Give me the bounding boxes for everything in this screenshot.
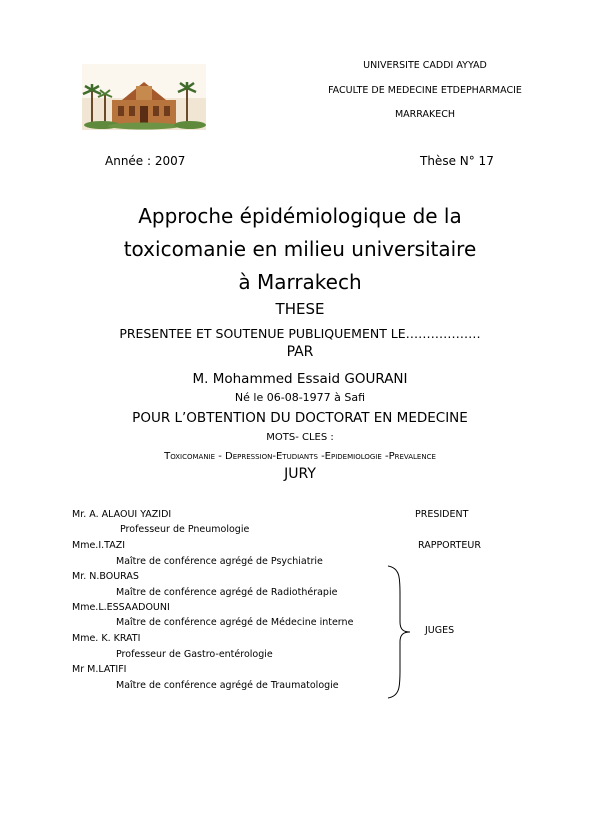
jury-member-title: Professeur de Pneumologie bbox=[120, 524, 250, 535]
presented-line: PRESENTEE ET SOUTENUE PUBLIQUEMENT LE……………… bbox=[119, 326, 481, 341]
jury-member-name: Mme. K. KRATI bbox=[72, 633, 141, 644]
obtention-line: POUR L’OBTENTION DU DOCTORAT EN MEDECINE bbox=[132, 410, 468, 426]
judges-label: JUGES bbox=[425, 625, 455, 636]
par-label: PAR bbox=[286, 344, 314, 360]
city-name: MARRAKECH bbox=[394, 109, 456, 120]
jury-heading: JURY bbox=[284, 466, 316, 482]
thesis-title-line-3: à Marrakech bbox=[238, 270, 362, 294]
keywords-label: MOTS- CLES : bbox=[266, 432, 334, 443]
jury-member-title: Maître de conférence agrégé de Médecine interne bbox=[116, 617, 354, 628]
faculty-building-logo bbox=[82, 64, 206, 130]
these-label: THESE bbox=[275, 300, 325, 318]
university-name: UNIVERSITE CADDI AYYAD bbox=[363, 60, 487, 71]
thesis-number: Thèse N° 17 bbox=[420, 154, 494, 168]
jury-role-rapporteur: RAPPORTEUR bbox=[418, 540, 481, 551]
keywords-list: Toxicomanie - Depression-Etudiants -Epidemiologie -Prevalence bbox=[164, 451, 436, 462]
thesis-title-line-1: Approche épidémiologique de la bbox=[138, 204, 462, 228]
jury-member-title: Professeur de Gastro-entérologie bbox=[116, 649, 273, 660]
jury-member-name: Mme.L.ESSAADOUNI bbox=[72, 602, 170, 613]
faculty-name: FACULTE DE MEDECINE ETDEPHARMACIE bbox=[328, 85, 522, 96]
jury-member-name: Mr. A. ALAOUI YAZIDI bbox=[72, 509, 172, 520]
jury-member-title: Maître de conférence agrégé de Radiothérapie bbox=[116, 587, 338, 598]
jury-member-name: Mr M.LATIFI bbox=[72, 664, 127, 675]
jury-member-title: Maître de conférence agrégé de Traumatologie bbox=[116, 680, 339, 691]
jury-member-name: Mme.I.TAZI bbox=[72, 540, 126, 551]
year-label: Année : 2007 bbox=[105, 154, 186, 168]
jury-role-president: PRESIDENT bbox=[415, 509, 469, 520]
judges-brace bbox=[386, 564, 416, 700]
thesis-title-line-2: toxicomanie en milieu universitaire bbox=[123, 237, 477, 261]
birth-info: Né le 06-08-1977 à Safi bbox=[234, 391, 366, 404]
author-name: M. Mohammed Essaid GOURANI bbox=[192, 371, 408, 387]
jury-member-title: Maître de conférence agrégé de Psychiatrie bbox=[116, 556, 323, 567]
jury-member-name: Mr. N.BOURAS bbox=[72, 571, 139, 582]
